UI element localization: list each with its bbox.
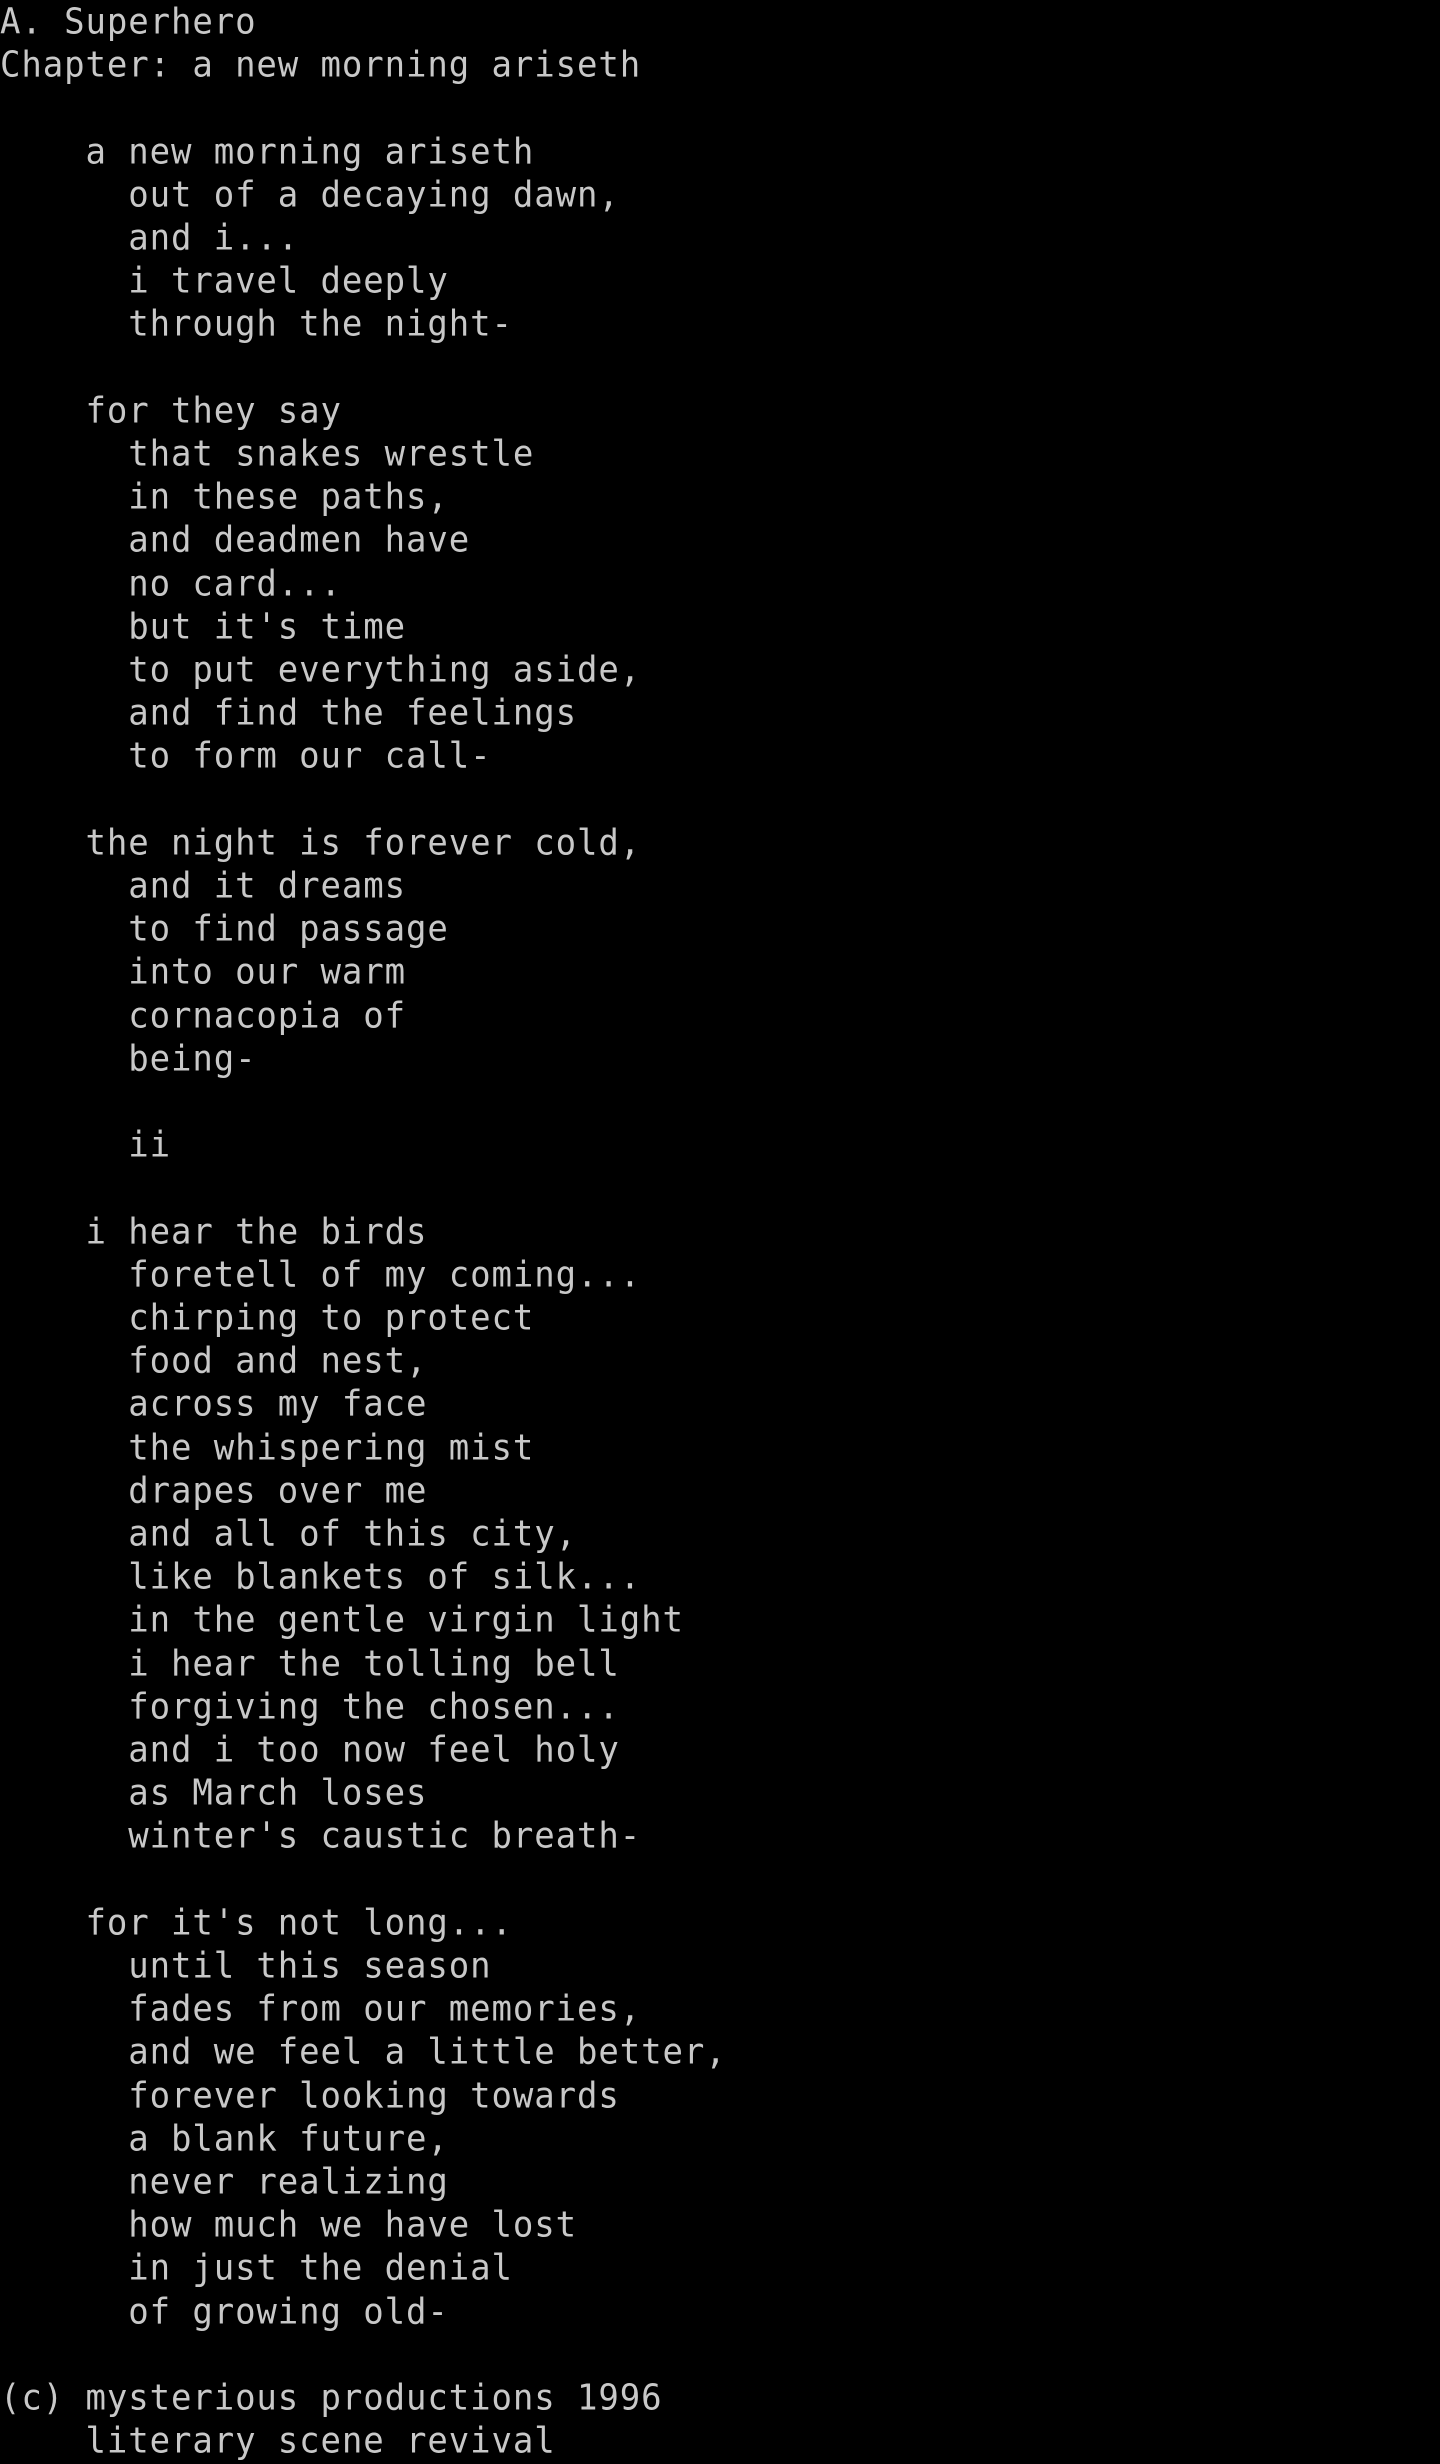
text-line: of growing old-	[0, 2291, 449, 2334]
text-line: and it dreams	[0, 865, 407, 908]
text-line: to find passage	[0, 908, 449, 951]
text-line: as March loses	[0, 1772, 428, 1815]
text-line: and find the feelings	[0, 692, 577, 735]
text-line: literary scene revival	[0, 2420, 556, 2463]
text-line: that snakes wrestle	[0, 433, 535, 476]
text-line: and deadmen have	[0, 519, 471, 562]
text-line: and all of this city,	[0, 1513, 577, 1556]
text-line: i travel deeply	[0, 260, 449, 303]
text-line: and i...	[0, 217, 300, 260]
text-line: the whispering mist	[0, 1427, 535, 1470]
text-line: chirping to protect	[0, 1297, 535, 1340]
text-line: forever looking towards	[0, 2075, 620, 2118]
text-line: until this season	[0, 1945, 492, 1988]
text-line: a new morning ariseth	[0, 131, 535, 174]
text-line: in these paths,	[0, 476, 449, 519]
text-line: Chapter: a new morning ariseth	[0, 44, 642, 87]
text-line: through the night-	[0, 303, 513, 346]
text-line: how much we have lost	[0, 2204, 577, 2247]
text-line: (c) mysterious productions 1996	[0, 2377, 663, 2420]
text-line: to form our call-	[0, 735, 492, 778]
text-line: out of a decaying dawn,	[0, 174, 620, 217]
text-line: into our warm	[0, 951, 407, 994]
text-line: across my face	[0, 1383, 428, 1426]
text-line: for it's not long...	[0, 1902, 513, 1945]
text-line: never realizing	[0, 2161, 449, 2204]
text-line: to put everything aside,	[0, 649, 642, 692]
text-line: in just the denial	[0, 2247, 513, 2290]
text-line: i hear the tolling bell	[0, 1643, 620, 1686]
text-line: but it's time	[0, 606, 407, 649]
text-line: forgiving the chosen...	[0, 1686, 620, 1729]
text-line: food and nest,	[0, 1340, 428, 1383]
text-line: cornacopia of	[0, 995, 407, 1038]
text-line: winter's caustic breath-	[0, 1815, 642, 1858]
text-line: the night is forever cold,	[0, 822, 642, 865]
text-line: a blank future,	[0, 2118, 449, 2161]
text-line: like blankets of silk...	[0, 1556, 642, 1599]
text-line: fades from our memories,	[0, 1988, 642, 2031]
text-line: drapes over me	[0, 1470, 428, 1513]
text-line: and i too now feel holy	[0, 1729, 620, 1772]
text-line: no card...	[0, 563, 342, 606]
text-line: being-	[0, 1038, 257, 1081]
text-line: ii	[0, 1124, 171, 1167]
text-line: A. Superhero	[0, 1, 257, 44]
text-line: in the gentle virgin light	[0, 1599, 684, 1642]
text-line: for they say	[0, 390, 342, 433]
text-line: and we feel a little better,	[0, 2031, 727, 2074]
text-line: i hear the birds	[0, 1211, 428, 1254]
text-line: foretell of my coming...	[0, 1254, 642, 1297]
